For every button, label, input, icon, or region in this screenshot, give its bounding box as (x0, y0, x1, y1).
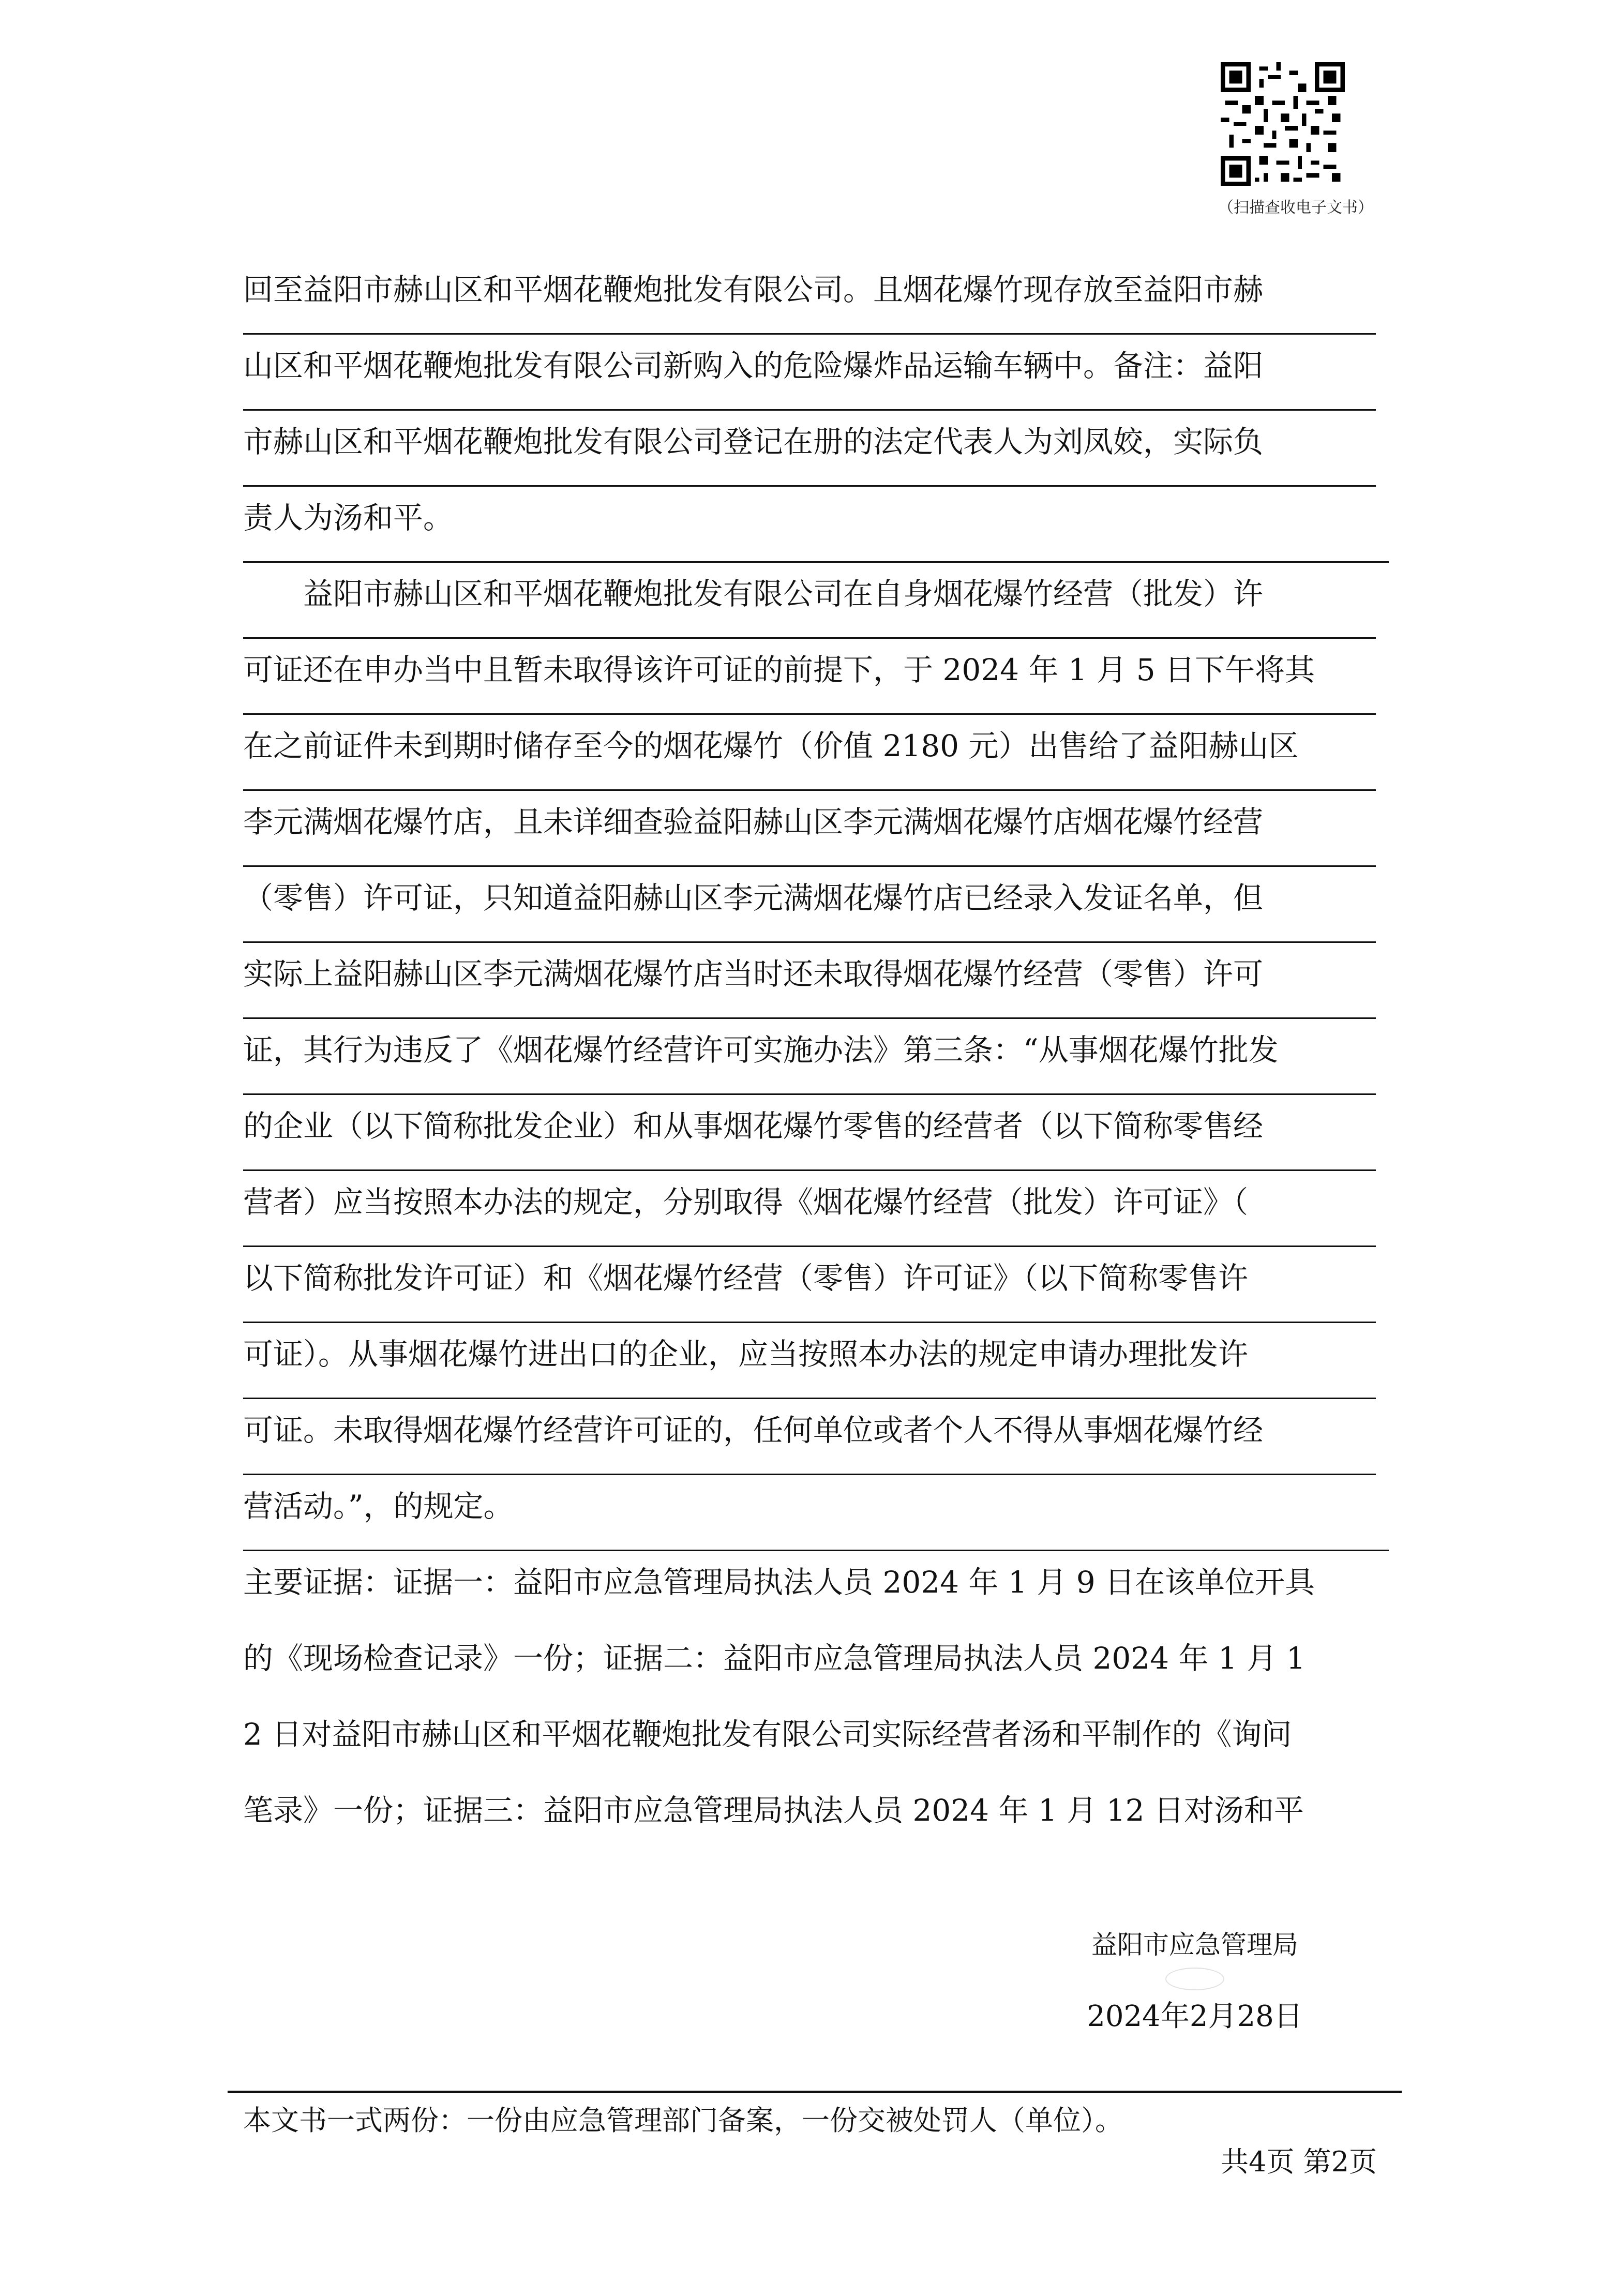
text-line: 的《现场检查记录》一份；证据二：益阳市应急管理局执法人员 2024 年 1 月 1 (243, 1641, 1306, 1676)
footer-divider (228, 2091, 1402, 2093)
qr-caption: （扫描查收电子文书） (1218, 199, 1373, 217)
page-number: 共4页 第2页 (1221, 2145, 1377, 2178)
text-line: 营活动。”，的规定。 (243, 1475, 1389, 1551)
text-line: 笔录》一份；证据三：益阳市应急管理局执法人员 2024 年 1 月 12 日对汤和平 (243, 1793, 1304, 1828)
text-line: 责人为汤和平。 (243, 487, 1389, 563)
text-line: （零售）许可证，只知道益阳赫山区李元满烟花爆竹店已经录入发证名单，但 (243, 867, 1376, 943)
facts-paragraph (243, 259, 1376, 563)
text-line: 2 日对益阳市赫山区和平烟花鞭炮批发有限公司实际经营者汤和平制作的《询问 (243, 1717, 1292, 1752)
issue-date: 2024年2月28日 (1087, 2000, 1303, 2033)
text-line: 实际上益阳赫山区李元满烟花爆竹店当时还未取得烟花爆竹经营（零售）许可 (243, 943, 1376, 1019)
document-body (243, 259, 1376, 1855)
text-line: 可证还在申办当中且暂未取得该许可证的前提下，于 2024 年 1 月 5 日下午将其 (243, 639, 1376, 715)
text-line: 李元满烟花爆竹店，且未详细查验益阳赫山区李元满烟花爆竹店烟花爆竹经营 (243, 791, 1376, 867)
footer-note: 本文书一式两份：一份由应急管理部门备案，一份交被处罚人（单位）。 (243, 2104, 1123, 2137)
text-line: 以下简称批发许可证）和《烟花爆竹经营（零售）许可证》（以下简称零售许 (243, 1247, 1376, 1323)
text-line: 山区和平烟花鞭炮批发有限公司新购入的危险爆炸品运输车辆中。备注：益阳 (243, 335, 1376, 411)
qr-code-icon[interactable] (1221, 62, 1345, 186)
text-line: 在之前证件未到期时储存至今的烟花爆竹（价值 2180 元）出售给了益阳赫山区 (243, 715, 1376, 791)
violation-paragraph (243, 563, 1376, 1551)
signature-block (1034, 1924, 1355, 2040)
text-line: 主要证据：证据一：益阳市应急管理局执法人员 2024 年 1 月 9 日在该单位开具 (243, 1565, 1315, 1600)
seal-mark (1165, 1968, 1224, 1990)
text-line: 证，其行为违反了《烟花爆竹经营许可实施办法》第三条：“从事烟花爆竹批发 (243, 1019, 1376, 1095)
issuing-authority: 益阳市应急管理局 (1091, 1930, 1298, 1960)
text-line: 益阳市赫山区和平烟花鞭炮批发有限公司在自身烟花爆竹经营（批发）许 (243, 563, 1376, 639)
text-line: 可证。未取得烟花爆竹经营许可证的，任何单位或者个人不得从事烟花爆竹经 (243, 1399, 1376, 1475)
text-line: 市赫山区和平烟花鞭炮批发有限公司登记在册的法定代表人为刘凤姣，实际负 (243, 411, 1376, 487)
qr-code-block (1218, 62, 1373, 217)
text-line: 的企业（以下简称批发企业）和从事烟花爆竹零售的经营者（以下简称零售经 (243, 1095, 1376, 1171)
evidence-paragraph (243, 1551, 1376, 1855)
text-line: 营者）应当按照本办法的规定，分别取得《烟花爆竹经营（批发）许可证》（ (243, 1171, 1376, 1247)
text-line: 回至益阳市赫山区和平烟花鞭炮批发有限公司。且烟花爆竹现存放至益阳市赫 (243, 259, 1376, 335)
text-line: 可证）。从事烟花爆竹进出口的企业，应当按照本办法的规定申请办理批发许 (243, 1323, 1376, 1399)
